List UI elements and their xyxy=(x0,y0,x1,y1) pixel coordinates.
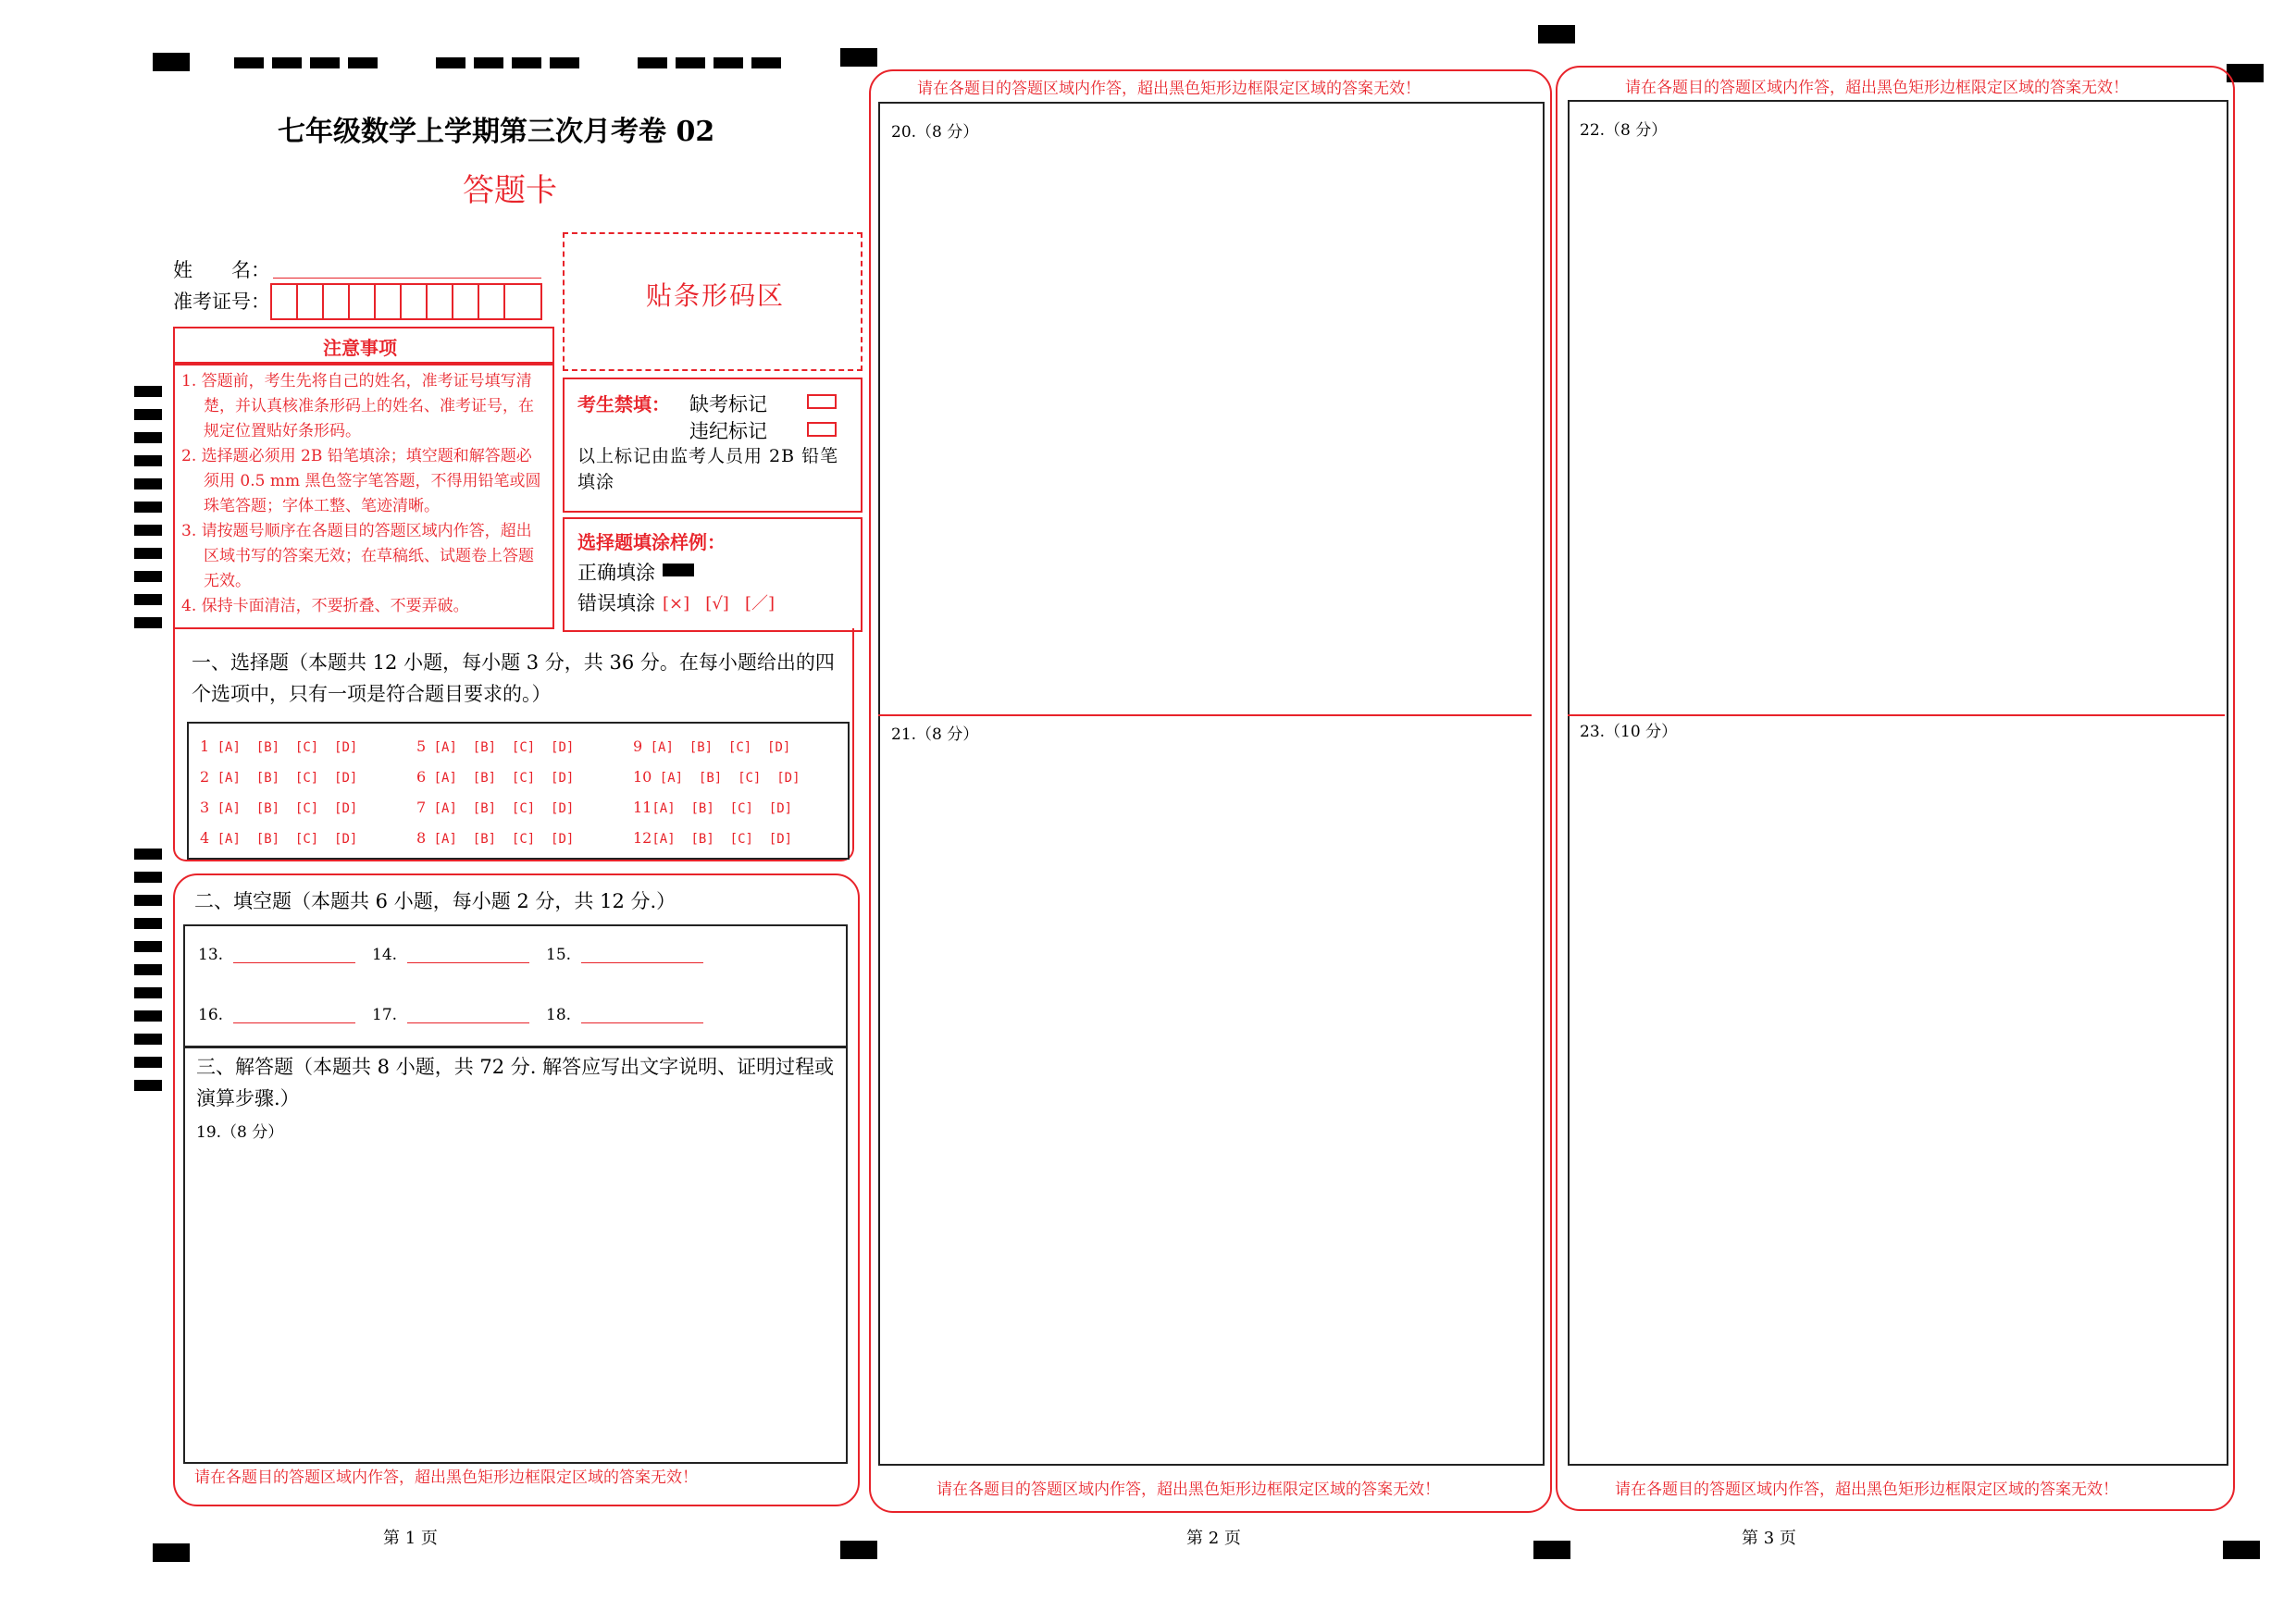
violation-label: 违纪标记 xyxy=(689,420,767,442)
notice-item: 2. 选择题必须用 2B 铅笔填涂；填空题和解答题必须用 0.5 mm 黑色签字笔答题，不得用铅笔或圆珠笔答题；字体工整、笔迹清晰。 xyxy=(181,447,541,515)
timing-mark xyxy=(134,594,162,605)
timing-mark xyxy=(676,57,705,68)
notice-item: 4. 保持卡面清洁，不要折叠、不要弄破。 xyxy=(181,597,469,615)
timing-mark xyxy=(134,941,162,952)
choice-options[interactable]: [A] [B] [C] [D] xyxy=(642,740,791,755)
choice-question-10[interactable] xyxy=(633,768,800,786)
timing-mark xyxy=(134,409,162,420)
timing-mark xyxy=(840,1541,877,1559)
notice-list xyxy=(181,369,546,619)
warning-text: 请在各题目的答题区域内作答，超出黑色矩形边框限定区域的答案无效！ xyxy=(1615,1481,2118,1499)
timing-mark xyxy=(2223,1541,2260,1559)
wrong-marks: [×] [√] [／] xyxy=(663,594,776,613)
choice-options[interactable]: [A] [B] [C] [D] xyxy=(209,832,358,847)
timing-mark xyxy=(134,502,162,513)
absent-checkbox[interactable] xyxy=(807,394,837,409)
divider-20-21 xyxy=(878,714,1532,716)
choice-question-5[interactable] xyxy=(416,737,574,755)
blank-answer-line[interactable] xyxy=(407,1022,529,1023)
question-20-label: 20.（8 分） xyxy=(891,123,979,142)
timing-mark xyxy=(134,617,162,628)
notice-item: 3. 请按题号顺序在各题目的答题区域内作答，超出区域书写的答案无效；在草稿纸、试题卷上答题无效。 xyxy=(181,522,534,590)
question-22-label: 22.（8 分） xyxy=(1580,121,1668,140)
blank-answer-line[interactable] xyxy=(407,962,529,963)
choice-options[interactable]: [A] [B] [C] [D] xyxy=(209,740,358,755)
warning-text: 请在各题目的答题区域内作答，超出黑色矩形边框限定区域的答案无效！ xyxy=(1625,79,2128,97)
warning-text: 请在各题目的答题区域内作答，超出黑色矩形边框限定区域的答案无效！ xyxy=(194,1468,698,1487)
timing-mark xyxy=(436,57,465,68)
choice-number: 2 xyxy=(200,768,210,786)
timing-mark xyxy=(134,872,162,883)
section1-intro: 一、选择题（本题共 12 小题，每小题 3 分，共 36 分。在每小题给出的四个选项中，只有一项是符合题目要求的。） xyxy=(192,651,835,705)
blank-label: 17. xyxy=(372,1006,398,1024)
timing-mark xyxy=(134,478,162,489)
timing-mark xyxy=(1538,25,1575,43)
blank-label: 16. xyxy=(198,1006,224,1024)
timing-mark xyxy=(134,987,162,998)
page-number-2: 第 2 页 xyxy=(1186,1529,1241,1548)
choice-options[interactable]: [A] [B] [C] [D] xyxy=(426,771,575,786)
id-number-grid[interactable] xyxy=(270,283,542,320)
section3-intro: 三、解答题（本题共 8 小题，共 72 分. 解答应写出文字说明、证明过程或演算步骤.） xyxy=(196,1056,835,1109)
choice-question-3[interactable] xyxy=(200,799,357,816)
blank-answer-line[interactable] xyxy=(581,1022,703,1023)
timing-mark xyxy=(714,57,743,68)
choice-number: 11 xyxy=(633,799,652,816)
timing-mark xyxy=(550,57,579,68)
choice-options[interactable]: [A] [B] [C] [D] xyxy=(652,771,800,786)
question-19-label: 19.（8 分） xyxy=(196,1123,284,1142)
choice-number: 4 xyxy=(200,829,210,847)
choice-number: 5 xyxy=(416,737,427,755)
timing-mark xyxy=(134,849,162,860)
warning-text: 请在各题目的答题区域内作答，超出黑色矩形边框限定区域的答案无效！ xyxy=(917,80,1421,98)
timing-mark xyxy=(134,1080,162,1091)
choice-question-7[interactable] xyxy=(416,799,574,816)
section2-intro: 二、填空题（本题共 6 小题，每小题 2 分，共 12 分.） xyxy=(194,890,676,912)
timing-mark xyxy=(751,57,781,68)
timing-mark xyxy=(153,1543,190,1562)
blank-answer-line[interactable] xyxy=(581,962,703,963)
choice-question-12[interactable] xyxy=(633,829,792,847)
timing-mark xyxy=(134,432,162,443)
card-subtitle: 答题卡 xyxy=(463,172,557,209)
barcode-label: 贴条形码区 xyxy=(646,280,786,311)
timing-mark xyxy=(134,571,162,582)
question-21-label: 21.（8 分） xyxy=(891,725,979,744)
blank-answer-line[interactable] xyxy=(233,962,355,963)
choice-options[interactable]: [A] [B] [C] [D] xyxy=(209,771,358,786)
choice-number: 8 xyxy=(416,829,427,847)
timing-mark xyxy=(134,964,162,975)
timing-mark xyxy=(348,57,378,68)
timing-mark xyxy=(840,48,877,67)
choice-question-1[interactable] xyxy=(200,737,357,755)
timing-mark xyxy=(512,57,541,68)
choice-options[interactable]: [A] [B] [C] [D] xyxy=(652,832,793,847)
choice-number: 10 xyxy=(633,768,652,786)
choice-number: 3 xyxy=(200,799,210,816)
timing-mark xyxy=(134,386,162,397)
page-number-1: 第 1 页 xyxy=(383,1529,438,1548)
choice-options[interactable]: [A] [B] [C] [D] xyxy=(426,832,575,847)
blank-label: 18. xyxy=(546,1006,572,1024)
divider-22-23 xyxy=(1568,714,2225,716)
choice-number: 1 xyxy=(200,737,210,755)
absent-label: 缺考标记 xyxy=(689,393,767,415)
timing-mark xyxy=(134,525,162,536)
blank-answer-line[interactable] xyxy=(233,1022,355,1023)
timing-mark xyxy=(134,455,162,466)
timing-mark xyxy=(134,1057,162,1068)
name-field[interactable] xyxy=(273,278,541,279)
timing-mark xyxy=(134,1010,162,1022)
forbidden-label: 考生禁填： xyxy=(577,393,670,415)
choice-question-9[interactable] xyxy=(633,737,790,755)
violation-checkbox[interactable] xyxy=(807,422,837,437)
filled-bubble xyxy=(663,564,694,576)
sample-correct: 正确填涂 xyxy=(577,562,655,584)
timing-mark xyxy=(134,895,162,906)
choice-question-8[interactable] xyxy=(416,829,574,847)
timing-mark xyxy=(1533,1541,1570,1559)
timing-mark xyxy=(134,918,162,929)
blank-label: 15. xyxy=(546,946,572,964)
warning-text: 请在各题目的答题区域内作答，超出黑色矩形边框限定区域的答案无效！ xyxy=(937,1481,1440,1499)
notice-heading: 注意事项 xyxy=(323,337,397,359)
blank-label: 13. xyxy=(198,946,224,964)
answer-box-22-23 xyxy=(1568,100,2228,1466)
choice-question-11[interactable] xyxy=(633,799,792,816)
answer-box-20-21 xyxy=(878,102,1545,1466)
choice-number: 12 xyxy=(633,829,652,847)
sample-heading: 选择题填涂样例： xyxy=(577,531,726,553)
choice-options[interactable]: [A] [B] [C] [D] xyxy=(209,801,358,816)
choice-question-6[interactable] xyxy=(416,768,574,786)
name-label: 姓 名： xyxy=(173,259,270,281)
forbidden-note: 以上标记由监考人员用 2B 铅笔填涂 xyxy=(577,446,839,492)
id-label: 准考证号： xyxy=(173,291,270,313)
choice-question-4[interactable] xyxy=(200,829,357,847)
choice-number: 7 xyxy=(416,799,427,816)
timing-mark xyxy=(638,57,667,68)
choice-number: 9 xyxy=(633,737,643,755)
timing-mark xyxy=(134,548,162,559)
choice-options[interactable]: [A] [B] [C] [D] xyxy=(426,740,575,755)
timing-mark xyxy=(134,1034,162,1045)
notice-item: 1. 答题前，考生先将自己的姓名，准考证号填写清楚，并认真核准条形码上的姓名、准考证号，在规定位置贴好条形码。 xyxy=(181,372,534,440)
timing-mark xyxy=(310,57,340,68)
timing-mark xyxy=(474,57,503,68)
timing-mark xyxy=(272,57,302,68)
timing-mark xyxy=(153,53,190,71)
page-title: 七年级数学上学期第三次月考卷 02 xyxy=(278,116,715,148)
fill-blank-box xyxy=(183,924,848,1048)
choice-number: 6 xyxy=(416,768,427,786)
timing-mark xyxy=(234,57,264,68)
blank-label: 14. xyxy=(372,946,398,964)
sample-wrong: 错误填涂 xyxy=(577,592,655,614)
choice-question-2[interactable] xyxy=(200,768,357,786)
choice-options[interactable]: [A] [B] [C] [D] xyxy=(426,801,575,816)
page-number-3: 第 3 页 xyxy=(1742,1529,1796,1548)
choice-options[interactable]: [A] [B] [C] [D] xyxy=(652,801,793,816)
question-23-label: 23.（10 分） xyxy=(1580,723,1678,741)
